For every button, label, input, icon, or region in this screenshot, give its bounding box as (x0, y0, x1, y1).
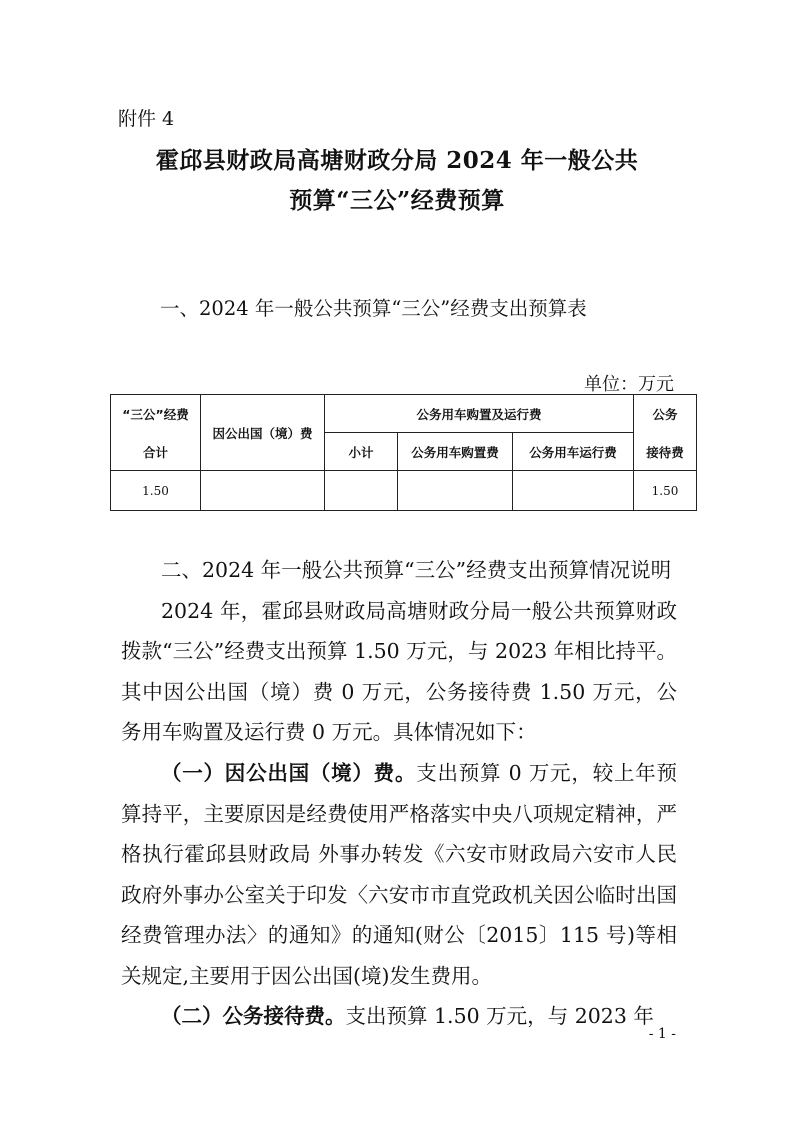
header-total (111, 395, 201, 471)
header-reception-bottom: 接待费 (646, 444, 684, 460)
budget-table (110, 394, 697, 511)
document-title-line-1: 霍邱县财政局高塘财政分局 2024 年一般公共 (155, 147, 639, 174)
unit-label: 单位：万元 (584, 374, 674, 395)
section-2 (121, 550, 677, 753)
item-2-paragraph (121, 996, 677, 1037)
header-reception (634, 395, 697, 471)
page-number: - 1 - (648, 1026, 676, 1042)
item-2-text: 支出预算 1.50 万元，与 2023 年 (345, 1004, 654, 1028)
header-subtotal: 小计 (325, 433, 398, 471)
intro-paragraph: 2024 年，霍邱县财政局高塘财政分局一般公共预算财政拨款“三公”经费支出预算 1.50 万元，与 2023 年相比持平。其中因公出国（境）费 0 万元，公务接待费 1.50 万元，公务用车购置及运行费 0 万元。具体情况如下： (121, 598, 677, 744)
cell-subtotal (325, 471, 398, 511)
header-vehicle: 公务用车购置及运行费 (325, 395, 634, 433)
document-title-line-2: 预算“三公”经费预算 (289, 187, 505, 214)
header-vehicle-operation: 公务用车运行费 (513, 433, 634, 471)
item-2-label: （二）公务接待费。 (161, 1004, 346, 1028)
cell-abroad (201, 471, 325, 511)
attachment-label: 附件 4 (118, 108, 175, 130)
cell-vehicle-purchase (398, 471, 513, 511)
cell-total: 1.50 (111, 471, 201, 511)
header-vehicle-purchase: 公务用车购置费 (398, 433, 513, 471)
item-1-label: （一）因公出国（境）费。 (161, 761, 417, 785)
table-row (111, 471, 697, 511)
section-2-heading: 二、2024 年一般公共预算“三公”经费支出预算情况说明 (161, 558, 672, 582)
item-1-text: 支出预算 0 万元，较上年预算持平，主要原因是经费使用严格落实中央八项规定精神，严格执行霍邱县财政局 外事办转发《六安市财政局六安市人民政府外事办公室关于印发〈六安市市直党政机关因公临时出国经费管理办法〉的通知》的通知(财公〔2015〕115 号)等相关规定,主要用于因公出国(境)发生费用。 (121, 761, 678, 988)
header-total-bottom: 合计 (142, 444, 168, 460)
header-total-top: “三公”经费 (122, 406, 189, 422)
header-abroad: 因公出国（境）费 (201, 395, 325, 471)
item-1-paragraph (121, 753, 677, 996)
header-reception-top: 公务 (652, 406, 678, 422)
section-1-heading: 一、2024 年一般公共预算“三公”经费支出预算表 (160, 297, 587, 320)
cell-reception: 1.50 (634, 471, 697, 511)
cell-vehicle-operation (513, 471, 634, 511)
